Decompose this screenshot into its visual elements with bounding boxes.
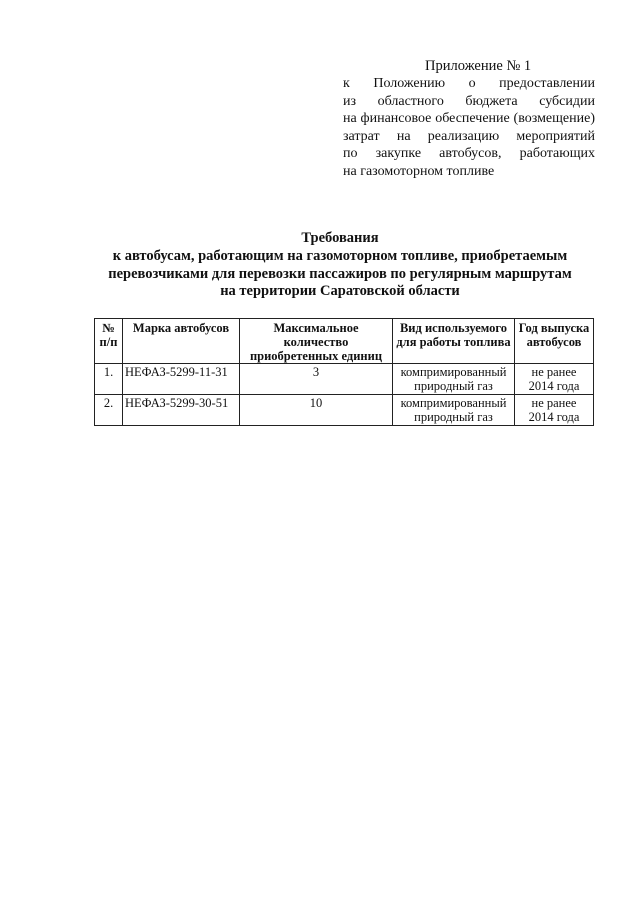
cell-fuel-line: природный газ [414,410,493,424]
cell-num: 2. [95,395,123,426]
cell-year-line: 2014 года [528,379,580,393]
header-max-line: Максимальное [273,321,359,335]
requirements-heading [80,230,600,301]
heading-line: перевозчиками для перевозки пассажиров по регулярным маршрутам [108,265,572,282]
appendix-title: Приложение № 1 [425,58,532,74]
header-num-line: № [102,321,115,335]
header-fuel-line: для работы топлива [396,335,511,349]
requirements-table [94,318,594,426]
header-max-line: приобретенных единиц [249,349,383,363]
appendix-line: по закупке автобусов, работающих [343,146,595,162]
appendix-text [343,75,595,181]
cell-year-line: не ранее [531,365,577,379]
appendix-line: из областного бюджета субсидии [343,93,595,109]
header-max-line: количество [283,335,349,349]
header-year-line: Год выпуска [518,321,590,335]
appendix-line: на финансовое обеспечение (возмещение) [343,111,595,127]
heading-line: к автобусам, работающим на газомоторном топливе, приобретаемым [112,247,568,264]
cell-year-line: не ранее [531,396,577,410]
cell-brand: НЕФАЗ-5299-11-31 [123,364,240,395]
appendix-line: затрат на реализацию мероприятий [343,128,595,144]
header-brand: Марка автобусов [123,319,240,364]
header-year-line: автобусов [526,335,582,349]
cell-fuel-line: компримированный [400,396,507,410]
cell-fuel-line: природный газ [414,379,493,393]
table-header-row [95,319,594,364]
header-num-line: п/п [99,335,118,349]
heading-title: Требования [301,230,379,246]
cell-fuel [393,395,515,426]
appendix-line: к Положению о предоставлении [343,76,595,91]
cell-year [515,364,594,395]
table-row [95,364,594,395]
cell-year-line: 2014 года [528,410,580,424]
header-fuel [393,319,515,364]
cell-fuel-line: компримированный [400,365,507,379]
header-year [515,319,594,364]
table-row [95,395,594,426]
cell-max: 3 [240,364,393,395]
cell-brand: НЕФАЗ-5299-30-51 [123,395,240,426]
cell-max: 10 [240,395,393,426]
appendix-line: на газомоторном топливе [343,163,495,179]
heading-line: на территории Саратовской области [220,283,460,300]
header-num [95,319,123,364]
cell-fuel [393,364,515,395]
cell-year [515,395,594,426]
header-fuel-line: Вид используемого [399,321,508,335]
header-max [240,319,393,364]
cell-num: 1. [95,364,123,395]
